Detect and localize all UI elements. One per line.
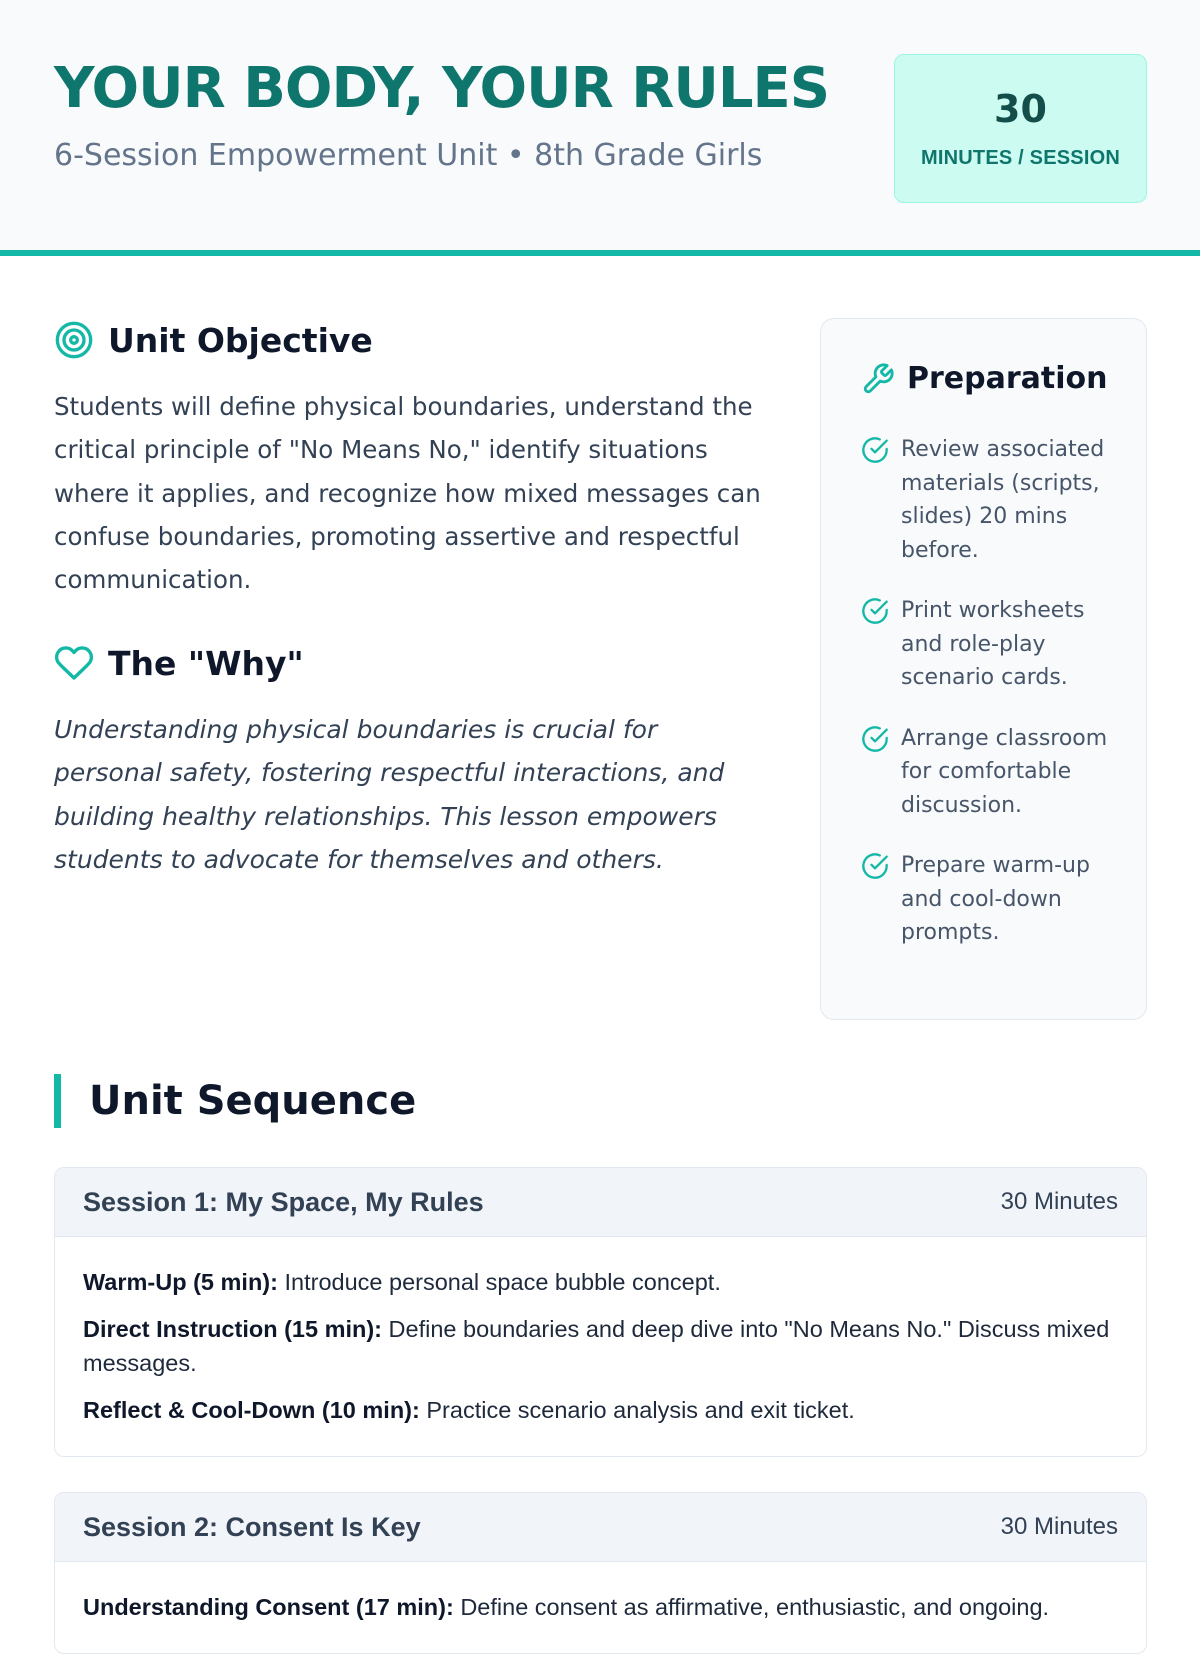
page-title: YOUR BODY, YOUR RULES	[54, 56, 830, 121]
why-heading	[54, 643, 304, 683]
heart-icon	[54, 643, 94, 683]
why-heading-text: The "Why"	[108, 643, 304, 683]
session-title: Session 2: Consent Is Key	[83, 1511, 421, 1542]
why-text: Understanding physical boundaries is crucial for personal safety, fostering respectful interactions, and building healthy relationships. This lesson empowers students to advocate for themselves and others.	[54, 715, 725, 874]
activity-label: Reflect & Cool-Down (10 min):	[83, 1397, 420, 1423]
session-length-badge	[894, 54, 1147, 203]
activity-text: Define boundaries and deep dive into "No Means No." Discuss mixed messages.	[83, 1316, 1110, 1376]
page-subtitle: 6-Session Empowerment Unit • 8th Grade Girls	[54, 138, 763, 173]
preparation-item-text: Print worksheets and role-play scenario cards.	[901, 598, 1085, 690]
target-icon	[54, 320, 94, 360]
session-activity	[83, 1393, 1118, 1427]
preparation-card	[820, 318, 1147, 1020]
check-circle-icon	[861, 436, 889, 464]
session-duration: 30 Minutes	[1000, 1188, 1118, 1215]
preparation-item	[861, 849, 1121, 950]
session-header	[55, 1493, 1146, 1562]
preparation-heading	[861, 361, 1107, 396]
preparation-item	[861, 433, 1121, 567]
session-activity	[83, 1590, 1118, 1624]
activity-label: Understanding Consent (17 min):	[83, 1594, 454, 1620]
activity-text: Introduce personal space bubble concept.	[284, 1269, 721, 1295]
objective-heading-text: Unit Objective	[108, 320, 373, 360]
session-header	[55, 1168, 1146, 1237]
session-card	[54, 1167, 1147, 1457]
activity-label: Warm-Up (5 min):	[83, 1269, 278, 1295]
preparation-item-text: Review associated materials (scripts, slides) 20 mins before.	[901, 437, 1105, 563]
unit-sequence-heading: Unit Sequence	[54, 1074, 416, 1128]
activity-label: Direct Instruction (15 min):	[83, 1316, 383, 1342]
wrench-icon	[861, 362, 895, 396]
preparation-item	[861, 722, 1121, 823]
session-activity	[83, 1312, 1118, 1380]
check-circle-icon	[861, 597, 889, 625]
preparation-list	[861, 433, 1121, 977]
session-body	[55, 1562, 1146, 1653]
check-circle-icon	[861, 725, 889, 753]
session-body	[55, 1237, 1146, 1456]
page-header	[0, 0, 1200, 256]
objective-text: Students will define physical boundaries, understand the critical principle of "No Means No," identify situations where it applies, and recognize how mixed messages can confuse boundaries, promoting assertive and respectful communication.	[54, 392, 761, 595]
session-activity	[83, 1265, 1118, 1299]
preparation-item	[861, 594, 1121, 695]
session-length-value: 30	[994, 87, 1047, 131]
check-circle-icon	[861, 852, 889, 880]
preparation-item-text: Prepare warm-up and cool-down prompts.	[901, 853, 1090, 945]
preparation-item-text: Arrange classroom for comfortable discussion.	[901, 725, 1108, 818]
objective-heading	[54, 320, 373, 360]
activity-text: Define consent as affirmative, enthusiastic, and ongoing.	[460, 1594, 1050, 1620]
session-length-label: MINUTES / SESSION	[921, 147, 1120, 169]
session-duration: 30 Minutes	[1000, 1513, 1118, 1540]
activity-text: Practice scenario analysis and exit ticket.	[426, 1397, 855, 1423]
preparation-heading-text: Preparation	[907, 361, 1108, 396]
session-title: Session 1: My Space, My Rules	[83, 1186, 484, 1217]
session-card	[54, 1492, 1147, 1654]
